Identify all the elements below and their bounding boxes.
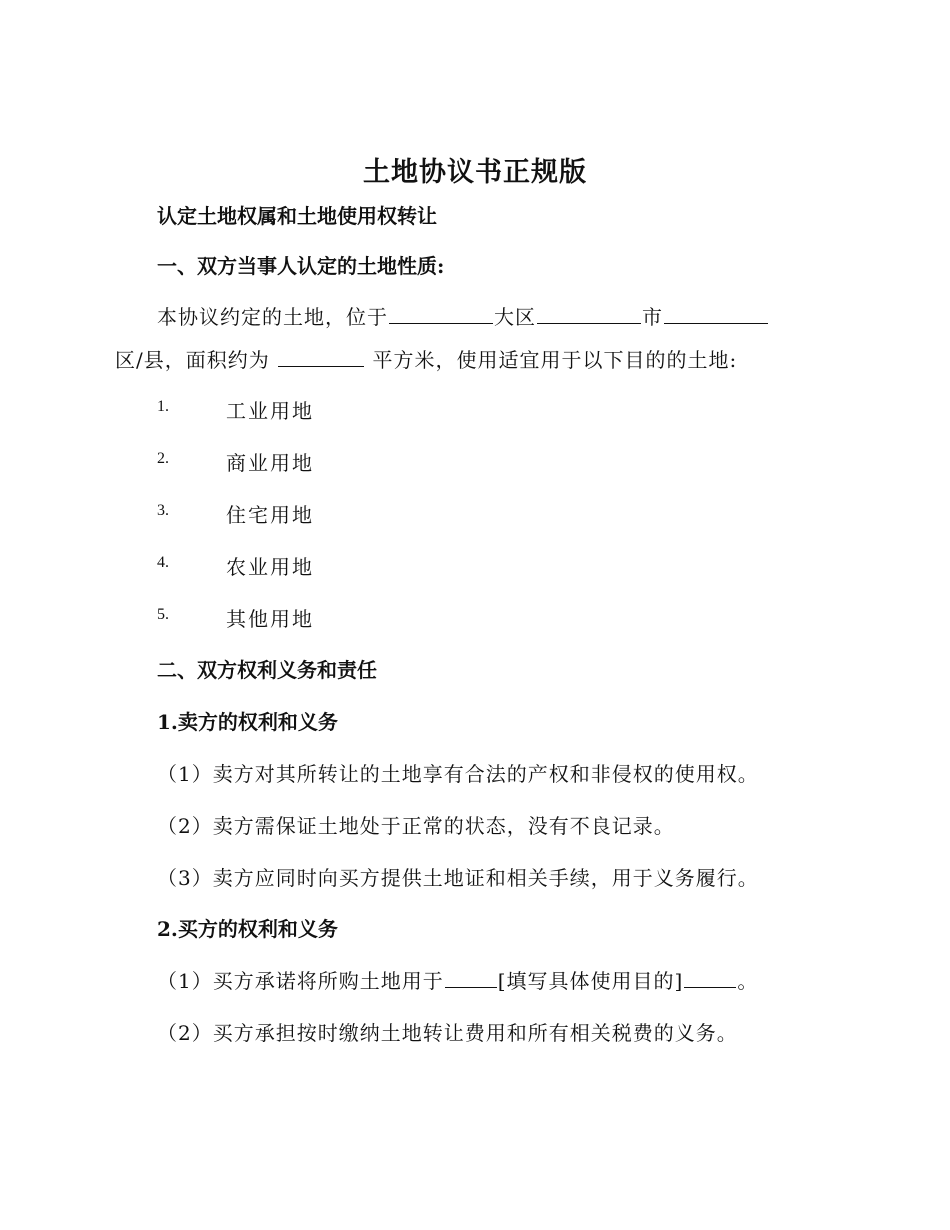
area-text-1: 区/县，面积约为 — [115, 348, 270, 372]
list-item: 其他用地 — [226, 607, 314, 631]
city-blank[interactable] — [537, 303, 641, 324]
area-text-2: 平方米，使用适宜用于以下目的的土地: — [372, 348, 738, 372]
buyer-heading: 2.买方的权利和义务 — [157, 917, 338, 941]
seller-clause-3: （3）卖方应同时向买方提供土地证和相关手续，用于义务履行。 — [157, 866, 759, 890]
seller-heading: 1.卖方的权利和义务 — [157, 710, 338, 734]
list-item: 商业用地 — [226, 451, 314, 475]
list-number: 4. — [157, 554, 169, 571]
region-blank[interactable] — [389, 303, 493, 324]
list-item: 农业用地 — [226, 555, 314, 579]
buyer-clause-1 — [157, 965, 758, 994]
list-number: 1. — [157, 398, 169, 415]
list-item: 工业用地 — [226, 399, 314, 423]
list-number: 3. — [157, 502, 169, 519]
location-text-2: 大区 — [494, 305, 536, 329]
buyer-clause-2: （2）买方承担按时缴纳土地转让费用和所有相关税费的义务。 — [157, 1021, 738, 1045]
section2-heading: 二、双方权利义务和责任 — [157, 658, 377, 682]
area-line — [115, 344, 737, 373]
area-blank[interactable] — [278, 346, 364, 367]
list-number: 5. — [157, 606, 169, 623]
purpose-blank-left[interactable] — [445, 967, 497, 988]
list-item: 住宅用地 — [226, 503, 314, 527]
buyer-clause-1-end: 。 — [737, 969, 759, 993]
document-title: 土地协议书正规版 — [363, 157, 587, 188]
purpose-placeholder: [填写具体使用目的] — [497, 969, 684, 993]
location-text-1: 本协议约定的土地，位于 — [157, 305, 388, 329]
section1-heading: 一、双方当事人认定的土地性质: — [157, 254, 445, 278]
seller-clause-1: （1）卖方对其所转让的土地享有合法的产权和非侵权的使用权。 — [157, 762, 759, 786]
location-text-3: 市 — [642, 305, 663, 329]
document-subtitle: 认定土地权属和土地使用权转让 — [157, 204, 437, 228]
purpose-blank-right[interactable] — [684, 967, 736, 988]
district-blank[interactable] — [664, 303, 768, 324]
location-line — [157, 301, 769, 330]
seller-clause-2: （2）卖方需保证土地处于正常的状态，没有不良记录。 — [157, 814, 675, 838]
buyer-clause-1-text: （1）买方承诺将所购土地用于 — [157, 969, 444, 993]
list-number: 2. — [157, 450, 169, 467]
